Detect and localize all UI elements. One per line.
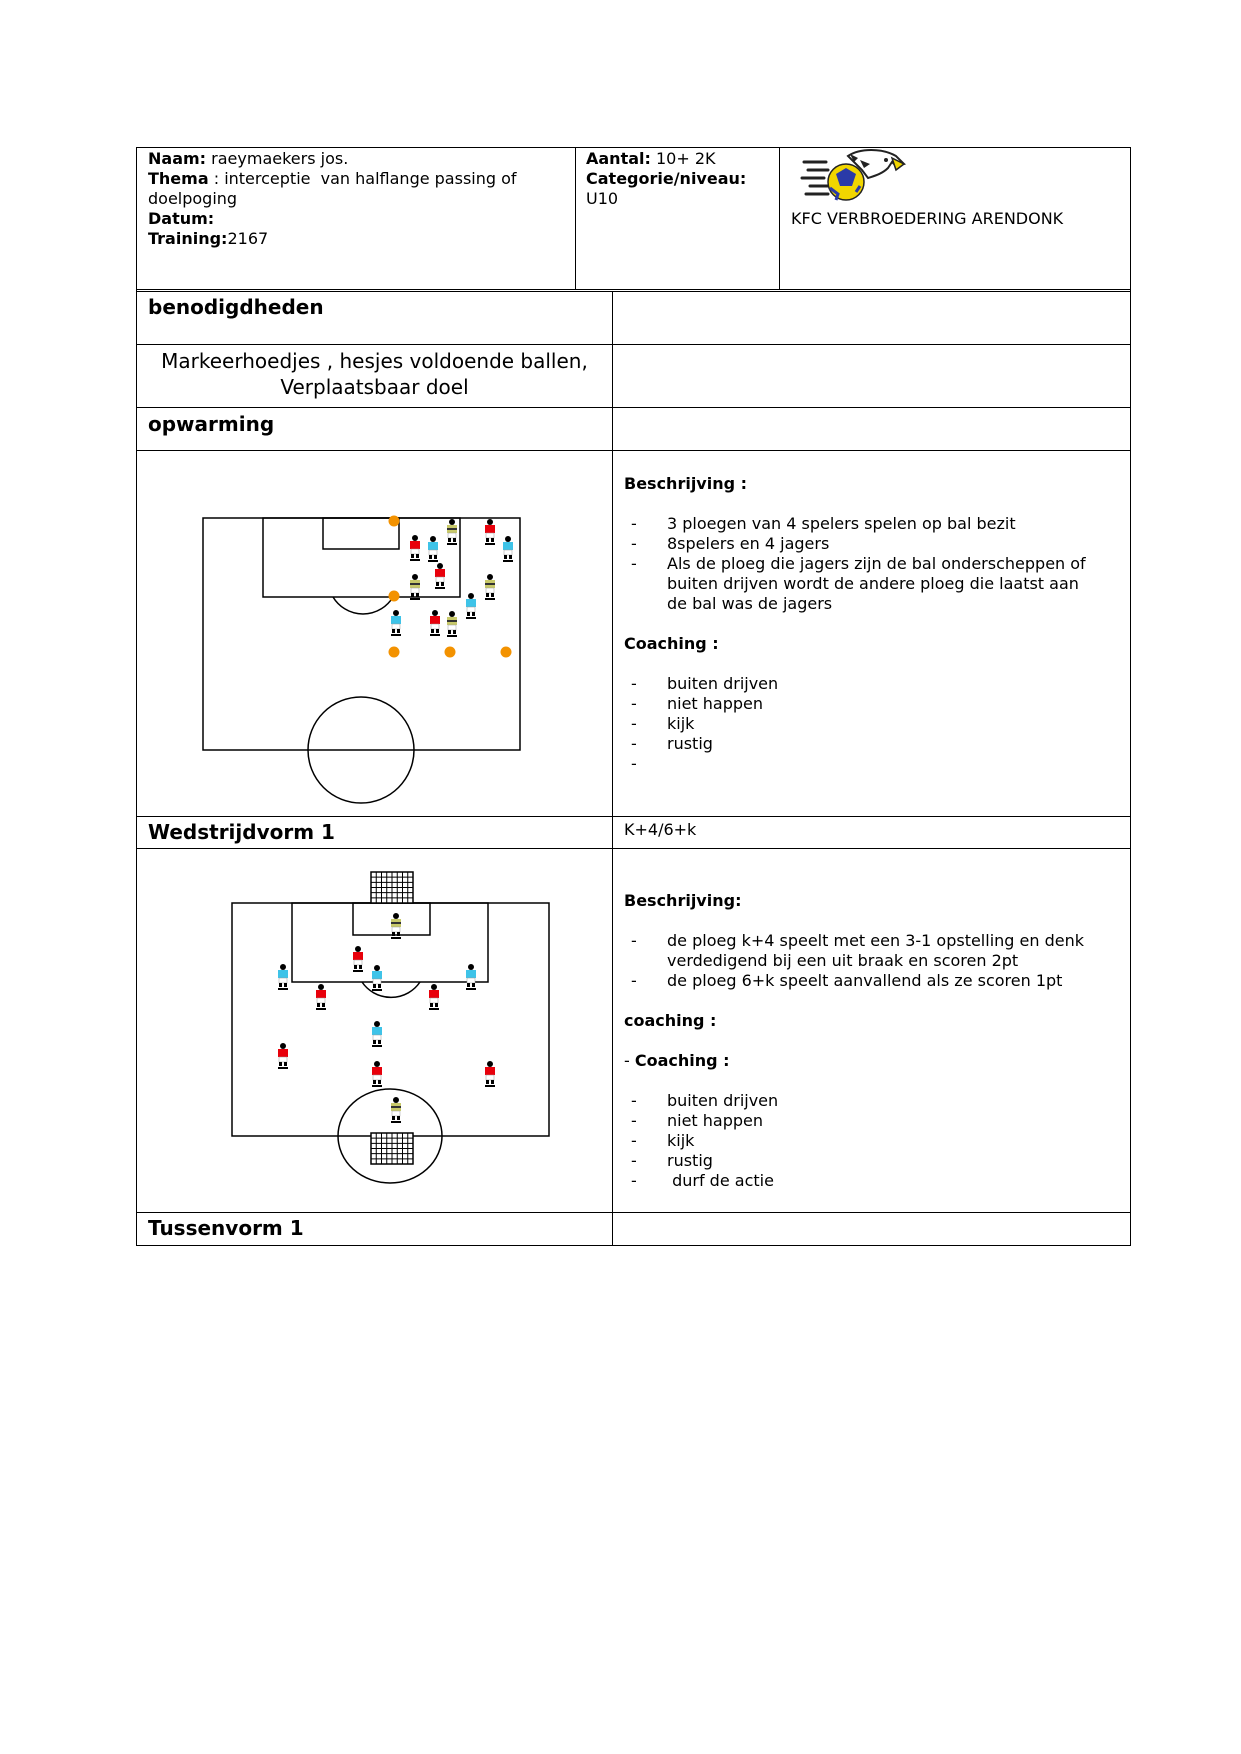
player-icon-red bbox=[278, 1043, 288, 1069]
benodigdheden-line2: Verplaatsbaar doel bbox=[280, 375, 469, 399]
aantal-label: Aantal: bbox=[586, 149, 651, 168]
list-item: niet happen bbox=[667, 694, 764, 713]
list-item: kijk bbox=[667, 1131, 695, 1150]
list-item: buiten drijven bbox=[667, 1091, 779, 1110]
field-outline bbox=[232, 903, 549, 1136]
opwarming-beschrijving-label: Beschrijving : bbox=[624, 474, 748, 493]
player-icon-red bbox=[316, 984, 326, 1010]
list-item-continued: de bal was de jagers bbox=[667, 594, 833, 613]
player-icon-blue bbox=[466, 964, 476, 990]
goal-net-icon bbox=[371, 1133, 413, 1164]
list-item: Als de ploeg die jagers zijn de bal onderscheppen of bbox=[667, 554, 1086, 573]
wedstrijdvorm-coaching-label: coaching : bbox=[624, 1011, 717, 1030]
list-item: rustig bbox=[667, 1151, 713, 1170]
wedstrijdvorm-setup: K+4/6+k bbox=[624, 820, 697, 839]
aantal-value: 10+ 2K bbox=[656, 149, 716, 168]
penalty-area bbox=[292, 903, 488, 982]
player-icon-blue bbox=[278, 964, 288, 990]
list-item-continued: verdedigend bij een uit braak en scoren 2pt bbox=[667, 951, 1019, 970]
player-icon-red bbox=[353, 946, 363, 972]
club-name: KFC VERBROEDERING ARENDONK bbox=[791, 209, 1064, 228]
list-item: 8spelers en 4 jagers bbox=[667, 534, 830, 553]
goal-net-icon bbox=[371, 872, 413, 903]
player-icon-red bbox=[372, 1061, 382, 1087]
naam-value: raeymaekers jos. bbox=[211, 149, 349, 168]
player-icon-red bbox=[429, 984, 439, 1010]
list-item: de ploeg 6+k speelt aanvallend als ze scoren 1pt bbox=[667, 971, 1063, 990]
list-item: de ploeg k+4 speelt met een 3-1 opstelling en denk bbox=[667, 931, 1084, 950]
categorie-value: U10 bbox=[586, 189, 619, 208]
coaching-dash-prefix: - bbox=[624, 1051, 635, 1070]
list-item: buiten drijven bbox=[667, 674, 779, 693]
thema-value-cont: doelpoging bbox=[148, 189, 238, 208]
thema-label: Thema bbox=[148, 169, 209, 188]
benodigdheden-line1: Markeerhoedjes , hesjes voldoende ballen, bbox=[161, 349, 588, 373]
list-item: niet happen bbox=[667, 1111, 764, 1130]
player-icon-yellow bbox=[391, 1097, 401, 1123]
training-value: 2167 bbox=[227, 229, 269, 248]
section-title-wedstrijdvorm: Wedstrijdvorm 1 bbox=[148, 820, 335, 844]
player-icon-red bbox=[485, 1061, 495, 1087]
thema-value: : interceptie van halflange passing of bbox=[208, 169, 517, 188]
wedstrijdvorm-beschrijving-label: Beschrijving: bbox=[624, 891, 742, 910]
opwarming-coaching-label: Coaching : bbox=[624, 634, 719, 653]
section-title-benodigdheden: benodigdheden bbox=[148, 295, 324, 319]
section-title-tussenvorm: Tussenvorm 1 bbox=[148, 1216, 304, 1240]
penalty-arc bbox=[362, 982, 420, 997]
training-label: Training: bbox=[148, 229, 228, 248]
player-icon-blue bbox=[372, 1021, 382, 1047]
categorie-label: Categorie/niveau: bbox=[586, 169, 747, 188]
player-icon-blue bbox=[372, 965, 382, 991]
list-item: kijk bbox=[667, 714, 695, 733]
list-item-continued: buiten drijven wordt de andere ploeg die laatst aan bbox=[667, 574, 1079, 593]
wedstrijdvorm-coaching-label-2: Coaching : bbox=[634, 1051, 730, 1070]
datum-label: Datum: bbox=[148, 209, 215, 228]
naam-label: Naam: bbox=[148, 149, 207, 168]
list-item: 3 ploegen van 4 spelers spelen op bal bezit bbox=[667, 514, 1016, 533]
list-item: rustig bbox=[667, 734, 713, 753]
list-item: durf de actie bbox=[667, 1171, 774, 1190]
section-title-opwarming: opwarming bbox=[148, 412, 275, 436]
